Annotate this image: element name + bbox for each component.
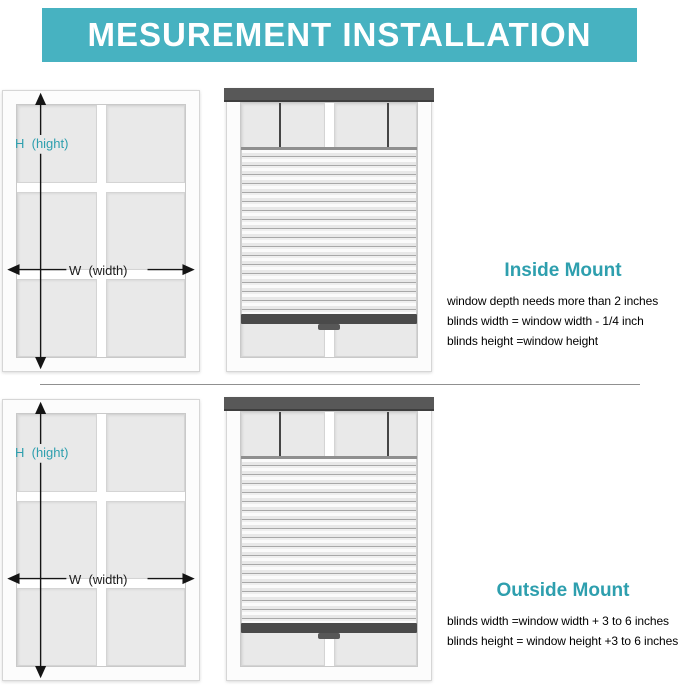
arrowhead-down-icon — [36, 358, 45, 368]
bare-window-diagram — [2, 90, 200, 372]
blinds-window-diagram — [226, 88, 432, 372]
note-line: window depth needs more than 2 inches — [447, 294, 659, 308]
inside-mount-notes — [447, 260, 679, 351]
title-banner — [42, 8, 637, 62]
arrowhead-down-icon — [36, 667, 45, 677]
pleated-shade — [241, 147, 417, 324]
outside-mount-section — [0, 397, 679, 689]
blinds-headrail — [224, 88, 434, 102]
note-line: blinds height = window height +3 to 6 inches — [447, 634, 679, 648]
note-line: blinds width = window width - 1/4 inch — [447, 314, 644, 328]
inside-mount-section — [0, 88, 679, 378]
measurement-arrows-icon — [3, 91, 199, 371]
width-label: W (width) — [69, 263, 128, 278]
note-line: blinds height =window height — [447, 334, 598, 348]
width-label: W (width) — [69, 572, 128, 587]
height-label: H (hight) — [15, 136, 69, 151]
arrowhead-right-icon — [183, 265, 193, 274]
outside-mount-title: Outside Mount — [496, 580, 630, 601]
measurement-arrows-icon — [3, 400, 199, 680]
lift-cord-right — [387, 412, 389, 457]
lift-cord-left — [279, 412, 281, 457]
arrowhead-up-icon — [36, 94, 45, 104]
note-line: blinds width =window width + 3 to 6 inches — [447, 614, 669, 628]
inside-mount-title: Inside Mount — [504, 260, 622, 281]
arrowhead-up-icon — [36, 403, 45, 413]
pleated-shade — [241, 456, 417, 633]
shade-pleats — [241, 150, 417, 314]
shade-pull-handle — [318, 633, 340, 639]
shade-pleats — [241, 459, 417, 623]
bare-window-diagram — [2, 399, 200, 681]
lift-cord-right — [387, 103, 389, 148]
page-title: MESUREMENT INSTALLATION — [87, 16, 592, 53]
outside-mount-notes — [447, 580, 679, 651]
shade-pull-handle — [318, 324, 340, 330]
lift-cord-left — [279, 103, 281, 148]
arrowhead-right-icon — [183, 574, 193, 583]
arrowhead-left-icon — [9, 574, 19, 583]
section-divider — [40, 384, 640, 385]
shade-bottom-rail — [241, 314, 417, 324]
arrowhead-left-icon — [9, 265, 19, 274]
blinds-headrail — [224, 397, 434, 411]
height-label: H (hight) — [15, 445, 69, 460]
blinds-window-diagram — [226, 397, 432, 681]
shade-bottom-rail — [241, 623, 417, 633]
